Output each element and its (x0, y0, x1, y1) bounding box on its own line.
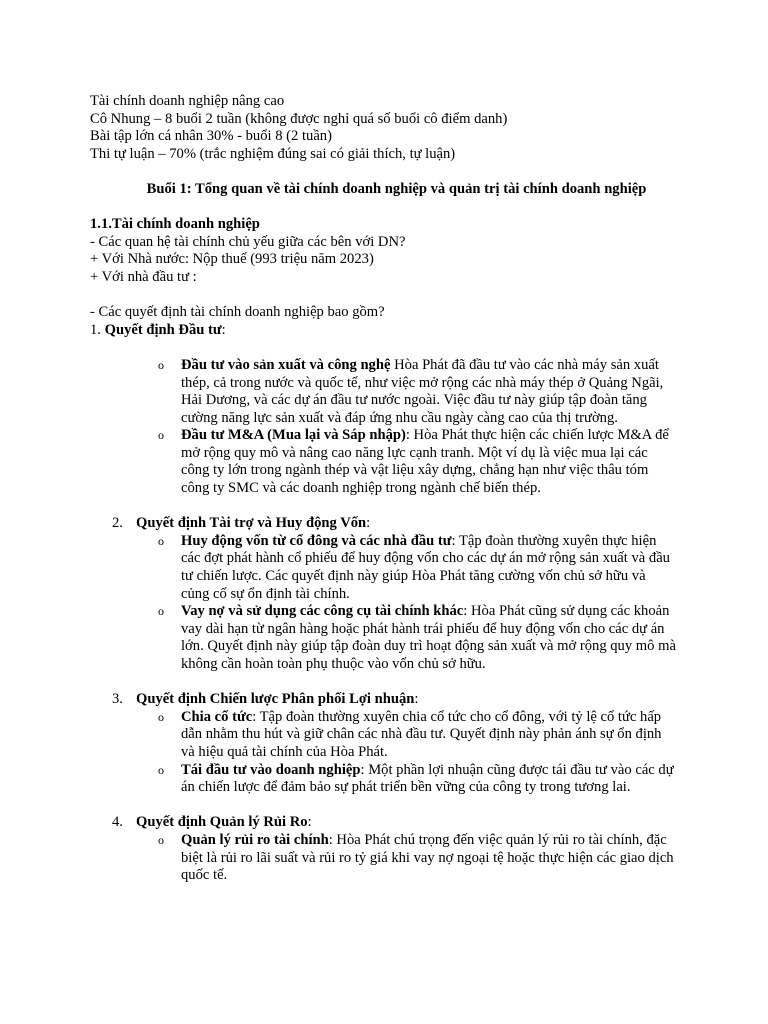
decision-suffix: : (307, 814, 312, 831)
bullet-text: : Hòa Phát chú trọng đến việc quản lý rủi ro tài chính, đặc biệt là rủi ro lãi suất và rủi ro tỷ giá khi vay nợ ngoại tệ hoặc thực hiện các giao dịch quốc tế. (181, 831, 674, 884)
bullet-bold: Huy động vốn từ cổ đông và các nhà đầu tư (181, 532, 452, 549)
decision-bullet-list (90, 709, 690, 797)
bullet-marker: o (158, 428, 164, 443)
decision-title: Quyết định Chiến lược Phân phối Lợi nhuận (136, 691, 415, 708)
bullet-text: : Một phần lợi nhuận cũng được tái đầu tư vào các dự án chiến lược để đảm bảo sự phát triển bền vững của công ty trong tương lai. (181, 761, 674, 796)
bullet-text: Hòa Phát đã đầu tư vào các nhà máy sản xuất thép, cả trong nước và quốc tế, như việc mở rộng các nhà máy thép ở Quảng Ngãi, Hải Dương, và các dự án đầu tư nước ngoài. Việc đầu tư này giúp tập đoàn tăng cường năng lực sản xuất và đáp ứng nhu cầu ngày càng cao của thị trường. (181, 356, 664, 426)
decision-title: Quyết định Tài trợ và Huy động Vốn (136, 515, 367, 532)
bullet-text: : Hòa Phát cũng sử dụng các khoản vay dài hạn từ ngân hàng hoặc phát hành trái phiếu để huy động vốn cho các dự án lớn. Quyết định này giúp tập đoàn duy trì hoạt động sản xuất và mở rộng quy mô mà không cần hoàn toàn phụ thuộc vào vốn chủ sở hữu. (181, 603, 676, 672)
bullet-marker: o (158, 709, 164, 724)
list-item (90, 357, 676, 427)
section-1-1-title: 1.1.Tài chính doanh nghiệp (90, 216, 260, 233)
bullet-text: : Tập đoàn thường xuyên chia cổ tức cho cổ đông, với tỷ lệ cổ tức hấp dẫn nhằm thu hút và giữ chân các nhà đầu tư. Quyết định này phản ánh sự ổn định và hiệu quả tài chính của Hòa Phát. (181, 708, 662, 760)
course-title-line: Tài chính doanh nghiệp nâng cao (90, 93, 285, 109)
list-item (90, 603, 676, 673)
bullet-bold: Quản lý rủi ro tài chính (181, 831, 329, 848)
decision-suffix: : (366, 515, 371, 532)
bullet-marker: o (158, 357, 164, 372)
list-item (90, 533, 676, 603)
list-item (90, 709, 676, 762)
decision-bullet-list (90, 533, 690, 674)
exam-line: Thi tự luận – 70% (trắc nghiệm đúng sai có giải thích, tự luận) (90, 145, 456, 162)
decision-number: 3. (112, 691, 123, 708)
spacer (90, 498, 690, 516)
decision-title: Quyết định Đầu tư (104, 321, 222, 338)
session-title: Buổi 1: Tổng quan về tài chính doanh nghiệp và quản trị tài chính doanh nghiệp (146, 180, 647, 197)
decision-heading (90, 322, 690, 340)
bullet-bold: Tái đầu tư vào doanh nghiệp (181, 761, 361, 778)
decision-number: 4. (112, 814, 123, 831)
spacer (90, 797, 690, 815)
bullet-bold: Vay nợ và sử dụng các công cụ tài chính khác (181, 603, 464, 620)
decision-bullet-list (90, 357, 690, 498)
list-item (90, 832, 676, 885)
section-1-1-line: + Với nhà đầu tư : (90, 268, 197, 285)
decision-title: Quyết định Quản lý Rủi Ro (136, 814, 308, 831)
bullet-marker: o (158, 604, 164, 619)
decision-suffix: : (221, 321, 226, 338)
list-item (90, 427, 676, 497)
spacer (90, 339, 690, 357)
spacer (90, 674, 690, 692)
spacer (90, 287, 690, 305)
decision-number: 1. (90, 321, 101, 338)
decision-heading (90, 691, 690, 709)
bullet-marker: o (158, 832, 164, 847)
decisions-intro: - Các quyết định tài chính doanh nghiệp bao gồm? (90, 304, 385, 321)
decision-bullet-list (90, 832, 690, 885)
bullet-bold: Đầu tư M&A (Mua lại và Sáp nhập) (181, 427, 406, 444)
decision-heading (90, 515, 690, 533)
bullet-text: : Tập đoàn thường xuyên thực hiện các đợt phát hành cổ phiếu để huy động vốn cho các dự án mở rộng sản xuất và đầu tư chiến lược. Các quyết định này giúp Hòa Phát tăng cường vốn chủ sở hữu và củng cố sự ổn định tài chính. (181, 532, 670, 602)
bullet-bold: Đầu tư vào sản xuất và công nghệ (181, 356, 391, 373)
document-page (90, 93, 690, 885)
lecturer-line: Cô Nhung – 8 buổi 2 tuần (không được nghỉ quá số buổi cô điểm danh) (90, 110, 508, 127)
decision-number: 2. (112, 515, 123, 532)
bullet-text: : Hòa Phát thực hiện các chiến lược M&A để mở rộng quy mô và nâng cao năng lực cạnh tranh. Một ví dụ là việc mua lại các công ty lớn trong ngành thép và vật liệu xây dựng, chẳng hạn như việc thâu tóm công ty SMC và các doanh nghiệp trong ngành chế biến thép. (181, 427, 669, 497)
bullet-marker: o (158, 762, 164, 777)
spacer (90, 199, 690, 217)
list-item (90, 762, 676, 797)
bullet-marker: o (158, 533, 164, 548)
section-1-1-line: - Các quan hệ tài chính chủ yếu giữa các bên với DN? (90, 233, 406, 250)
decision-heading (90, 814, 690, 832)
assignment-line: Bài tập lớn cá nhân 30% - buổi 8 (2 tuần) (90, 128, 332, 145)
bullet-bold: Chia cổ tức (181, 708, 253, 725)
spacer (90, 163, 690, 181)
decision-suffix: : (414, 691, 419, 708)
section-1-1-line: + Với Nhà nước: Nộp thuế (993 triệu năm 2023) (90, 251, 374, 268)
